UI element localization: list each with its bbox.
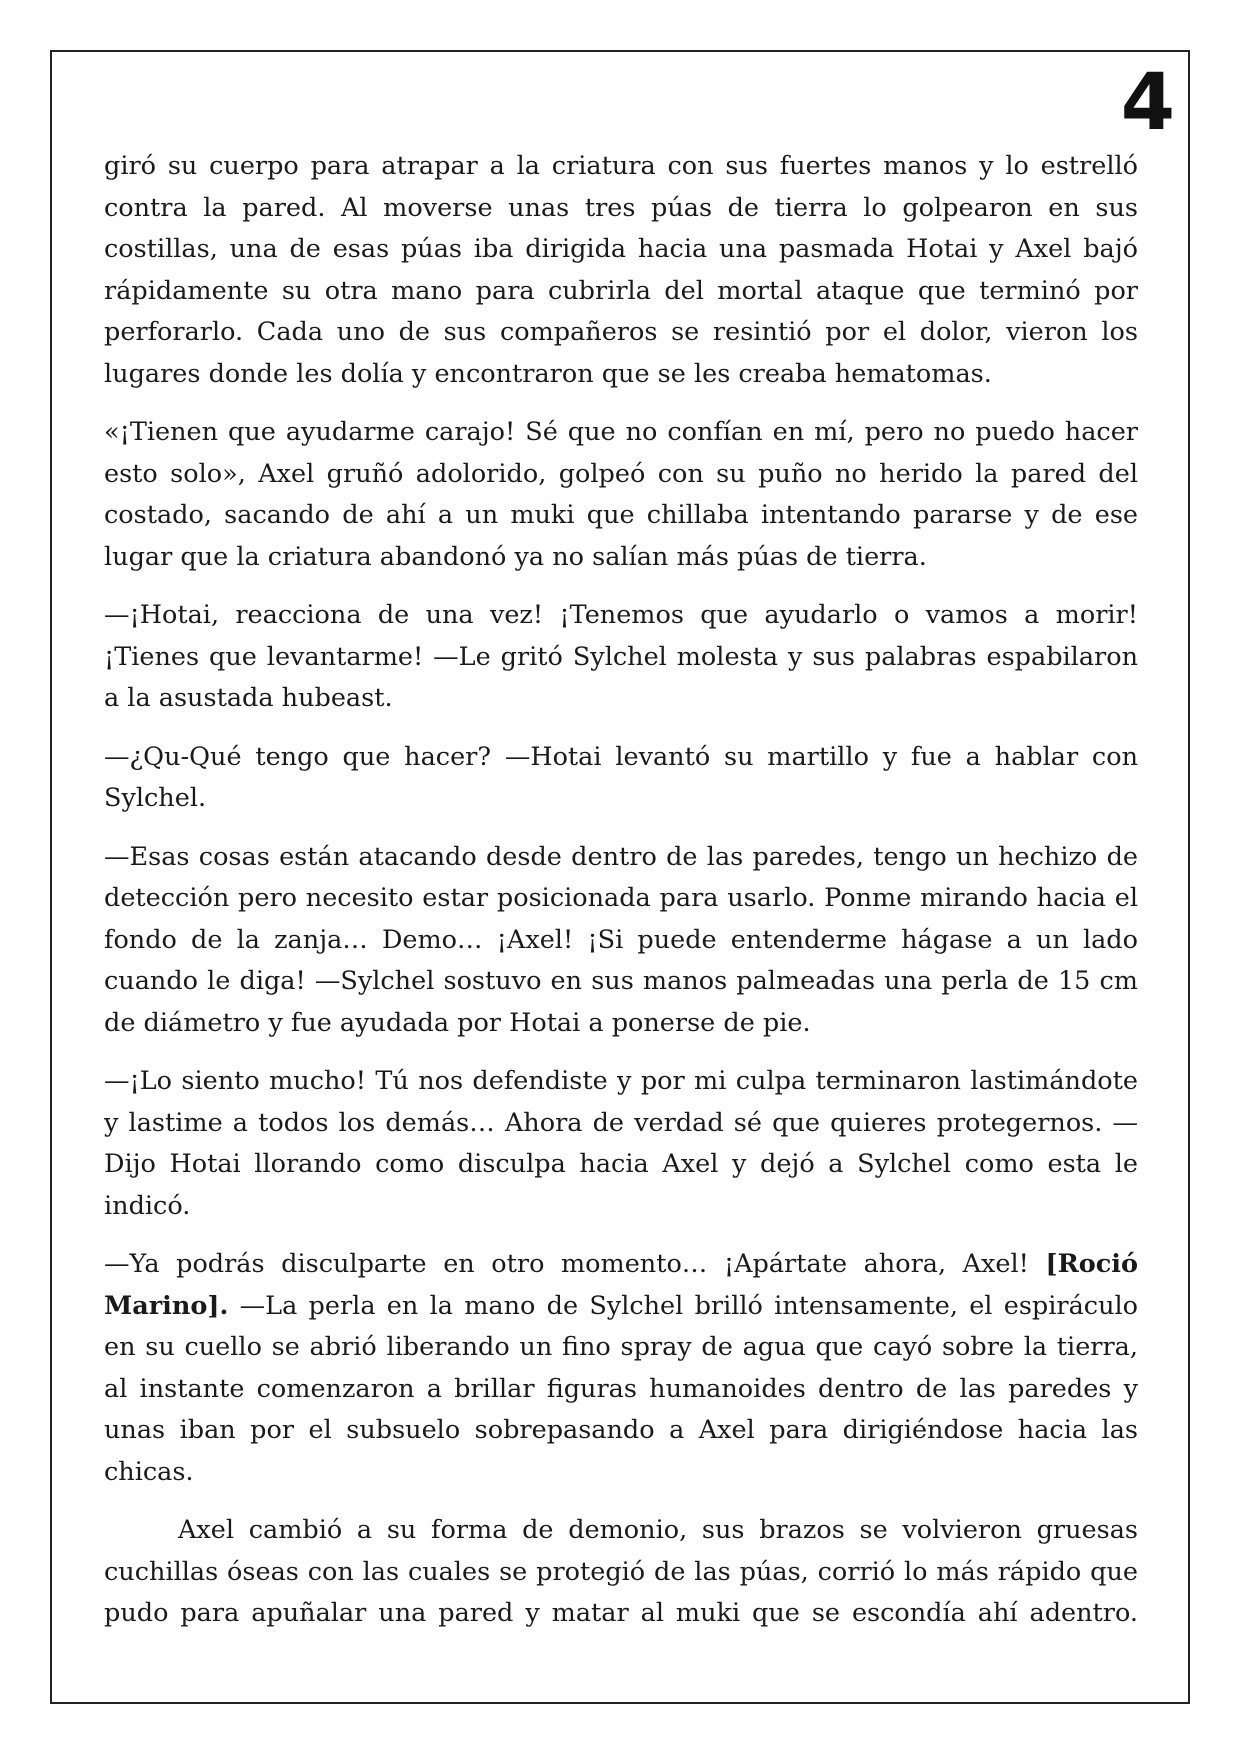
paragraph-7 — [104, 1244, 1138, 1493]
paragraph-7-narration: —La perla en la mano de Sylchel brilló intensamente, el espiráculo en su cuello se abrió liberando un fino spray de agua que cayó sobre la tierra, al instante comenzaron a brillar figuras humanoides dentro de las paredes y unas iban por el subsuelo sobrepasando a Axel para dirigiéndose hacia las chicas. — [104, 1290, 1138, 1487]
paragraph-2: «¡Tienen que ayudarme carajo! Sé que no confían en mí, pero no puedo hacer esto solo», Axel gruñó adolorido, golpeó con su puño no herido la pared del costado, sacando de ahí a un muki que chillaba intentando pararse y de ese lugar que la criatura abandonó ya no salían más púas de tierra. — [104, 417, 1138, 572]
paragraph-8: Axel cambió a su forma de demonio, sus brazos se volvieron gruesas cuchillas óseas con las cuales se protegió de las púas, corrió lo más rápido que pudo para apuñalar una pared y matar al muki que se escondía ahí adentro. — [104, 1515, 1138, 1628]
page-number: 4 — [1120, 58, 1175, 148]
spell-name: [Roció Marino]. — [104, 1249, 1138, 1321]
paragraph-6: —¡Lo siento mucho! Tú nos defendiste y por mi culpa terminaron lastimándote y lastime a todos los demás… Ahora de verdad sé que quieres protegernos. —Dijo Hotai llorando como disculpa hacia Axel y dejó a Sylchel como esta le indicó. — [104, 1066, 1138, 1221]
paragraph-3: —¡Hotai, reacciona de una vez! ¡Tenemos que ayudarlo o vamos a morir! ¡Tienes que levantarme! —Le gritó Sylchel molesta y sus palabras espabilaron a la asustada hubeast. — [104, 600, 1138, 713]
paragraph-4: —¿Qu-Qué tengo que hacer? —Hotai levantó su martillo y fue a hablar con Sylchel. — [104, 741, 1138, 813]
body-text — [104, 146, 1138, 1635]
paragraph-1: giró su cuerpo para atrapar a la criatura con sus fuertes manos y lo estrelló contra la pared. Al moverse unas tres púas de tierra lo golpearon en sus costillas, una de esas púas iba dirigida hacia una pasmada Hotai y Axel bajó rápidamente su otra mano para cubrirla del mortal ataque que terminó por perforarlo. Cada uno de sus compañeros se resintió por el dolor, vieron los lugares donde les dolía y encontraron que se les creaba hematomas. — [104, 151, 1138, 389]
paragraph-5: —Esas cosas están atacando desde dentro de las paredes, tengo un hechizo de detección pero necesito estar posicionada para usarlo. Ponme mirando hacia el fondo de la zanja… Demo… ¡Axel! ¡Si puede entenderme hágase a un lado cuando le diga! —Sylchel sostuvo en sus manos palmeadas una perla de 15 cm de diámetro y fue ayudada por Hotai a ponerse de pie. — [104, 841, 1138, 1038]
paragraph-7-dialogue: —Ya podrás disculparte en otro momento… ¡Apártate ahora, Axel! — [104, 1249, 1046, 1279]
